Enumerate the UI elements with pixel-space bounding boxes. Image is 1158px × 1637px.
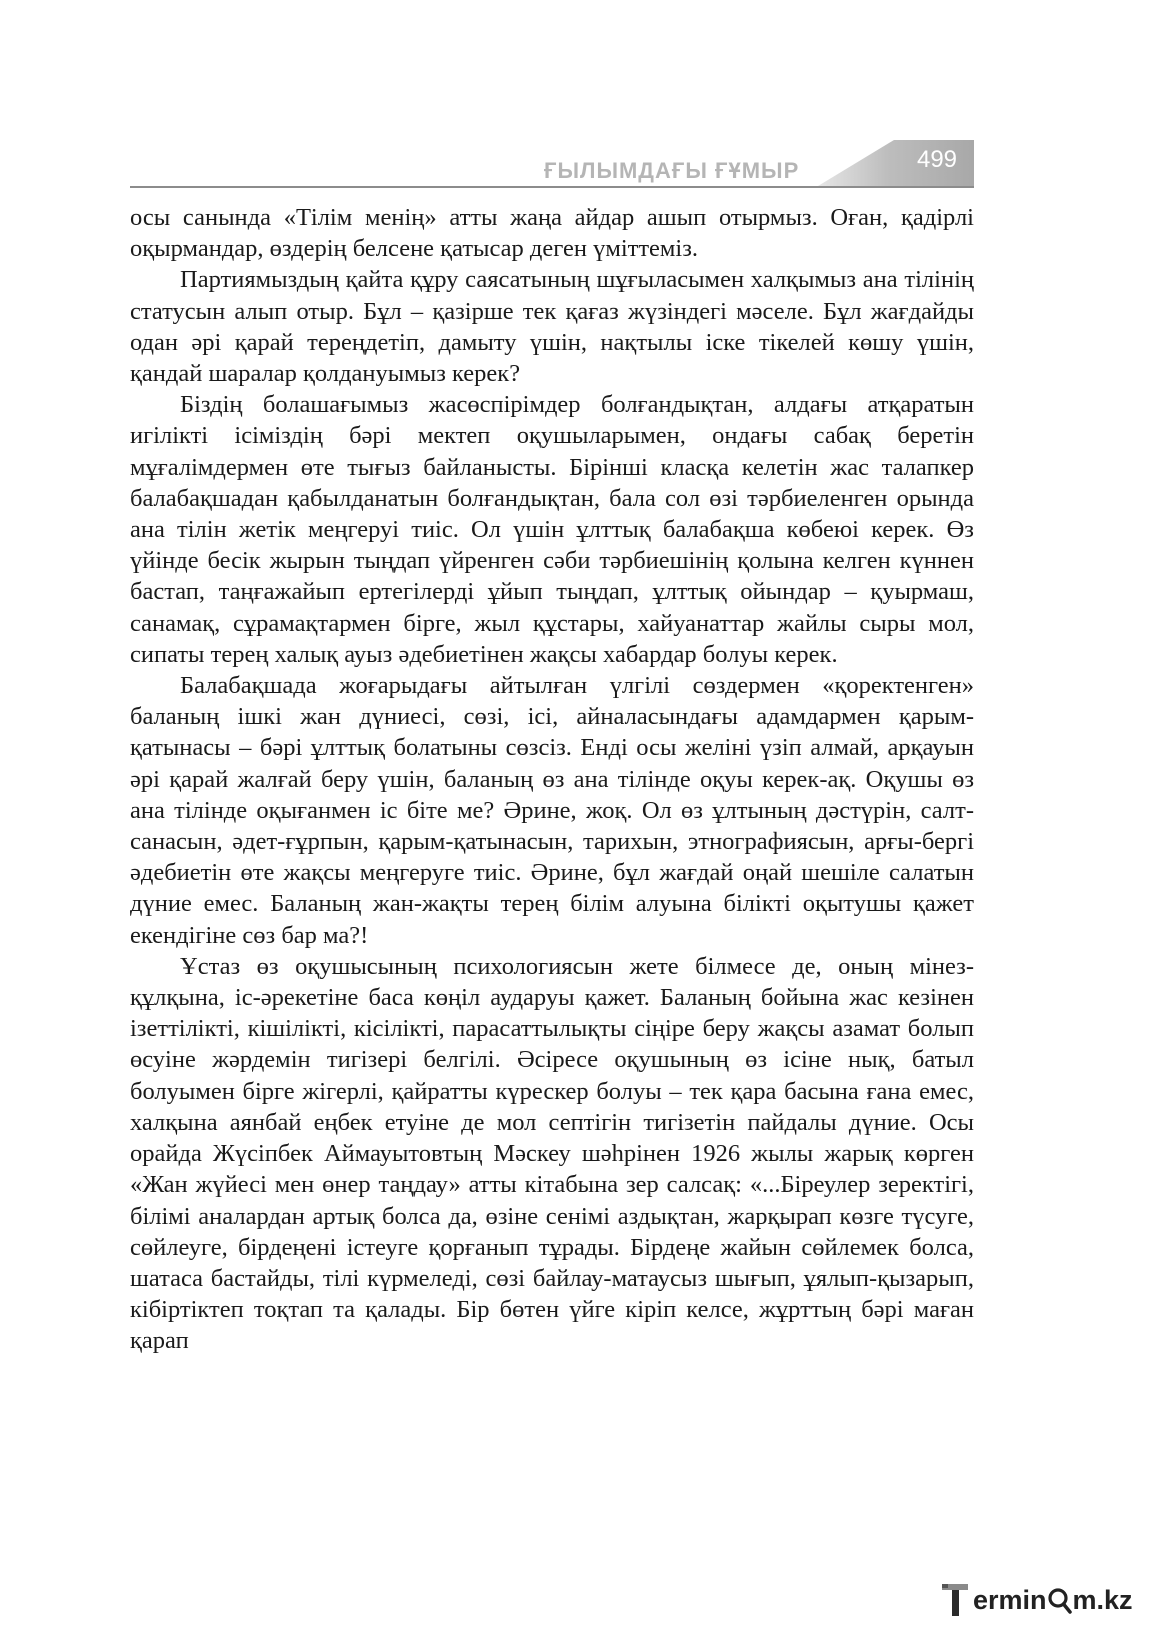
body-text [130, 202, 974, 1357]
watermark-text-end: m.kz [1072, 1584, 1133, 1615]
watermark-t-logo-icon [942, 1583, 972, 1617]
paragraph: осы санында «Тілім менің» атты жаңа айдар ашып отырмыз. Оған, қадірлі оқырмандар, өздерің белсене қатысар деген үміттеміз. [130, 204, 974, 263]
paragraph: Біздің болашағымыз жасөспірімдер болғандықтан, алдағы атқаратын игілікті ісіміздің бәрі мектеп оқушыларымен, ондағы сабақ беретін мұғалімдермен өте тығыз байланысты. Бірінші класқа келетін жас талапкер балабақшадан қабылданатын болғандықтан, бала сол өзі тәрбиеленген орында ана тілін жетік меңгеруі тиіс. Ол үшін ұлттық балабақша көбеюі керек. Өз үйінде бесік жырын тыңдап үйренген сәби тәрбиешінің қолына келген күннен бастап, таңғажайып ертегілерді ұйып тыңдап, ұлттық ойындар – қуырмаш, санамақ, сұрамақтармен бірге, жыл құстары, хайуанаттар жайлы сыры мол, сипаты терең халық ауыз әдебиетінен жақсы хабардар болуы керек. [130, 391, 974, 668]
paragraph: Партиямыздың қайта құру саясатының шұғыласымен халқымыз ана тілінің статусын алып отыр. Бұл – қазірше тек қағаз жүзіндегі мәселе. Бұл жағдайды одан әрі қарай тереңдетіп, дамыту үшін, нақтылы іске тікелей көшу үшін, қандай шаралар қолдануымыз керек? [130, 266, 974, 388]
watermark-text-start: ermin [973, 1584, 1047, 1615]
watermark-magnifier-icon [1048, 1586, 1072, 1614]
termincom-watermark [942, 1580, 1133, 1620]
paragraph: Балабақшада жоғарыдағы айтылған үлгілі сөздермен «қоректенген» баланың ішкі жан дүниесі, сөзі, ісі, айналасындағы адамдармен қарым-қатынасы – бәрі ұлттық болатыны сөзсіз. Енді осы желіні үзіп алмай, арқауын әрі қарай жалғай беру үшін, баланың өз ана тілінде оқуы керек-ақ. Оқушы өз ана тілінде оқығанмен іс біте ме? Әрине, жоқ. Ол өз ұлтының дәстүрін, салт-санасын, әдет-ғұрпын, қарым-қатынасын, тарихын, этнографиясын, арғы-бергі әдебиетін өте жақсы меңгеруге тиіс. Әрине, бұл жағдай оңай шешіле салатын дүние емес. Баланың жан-жақты терең білім алуына білікті оқытушы қажет екендігіне сөз бар ма?! [130, 672, 974, 949]
running-header-title: ҒЫЛЫМДАҒЫ ҒҰМЫР [544, 158, 800, 183]
header-rule [130, 186, 974, 188]
page-number: 499 [916, 146, 958, 173]
paragraph: Ұстаз өз оқушысының психологиясын жете білмесе де, оның мінез-құлқына, іс-әрекетіне баса көңіл аударуы қажет. Баланың бойына жас кезінен ізеттілікті, кішілікті, кісілікті, парасаттылықты сіңіре беру жақсы азамат болып өсуіне жәрдемін тигізері белгілі. Әсіресе оқушының өз ісіне нық, батыл болуымен бірге жігерлі, қайратты күрескер болуы – тек қара басына ғана емес, халқына аянбай еңбек етуіне де мол септігін тигізетін пайдалы дүние. Осы орайда Жүсіпбек Аймауытовтың Мәскеу шәһрінен 1926 жылы жарық көрген «Жан жүйесі мен өнер таңдау» атты кітабына зер салсақ: «...Біреулер зеректігі, білімі аналардан артық болса да, өзіне сенімі аздықтан, жарқырап көзге түсуге, сөйлеуге, бірдеңені істеуге қорғанып тұрады. Бірдеңе жайын сөйлемек болса, шатаса бастайды, тілі күрмеледі, сөзі байлау-матаусыз шығып, ұялып-қызарып, кібіртіктеп тоқтап та қалады. Бір бөтен үйге кіріп келсе, жұрттың бәрі маған қарап [130, 952, 974, 1355]
